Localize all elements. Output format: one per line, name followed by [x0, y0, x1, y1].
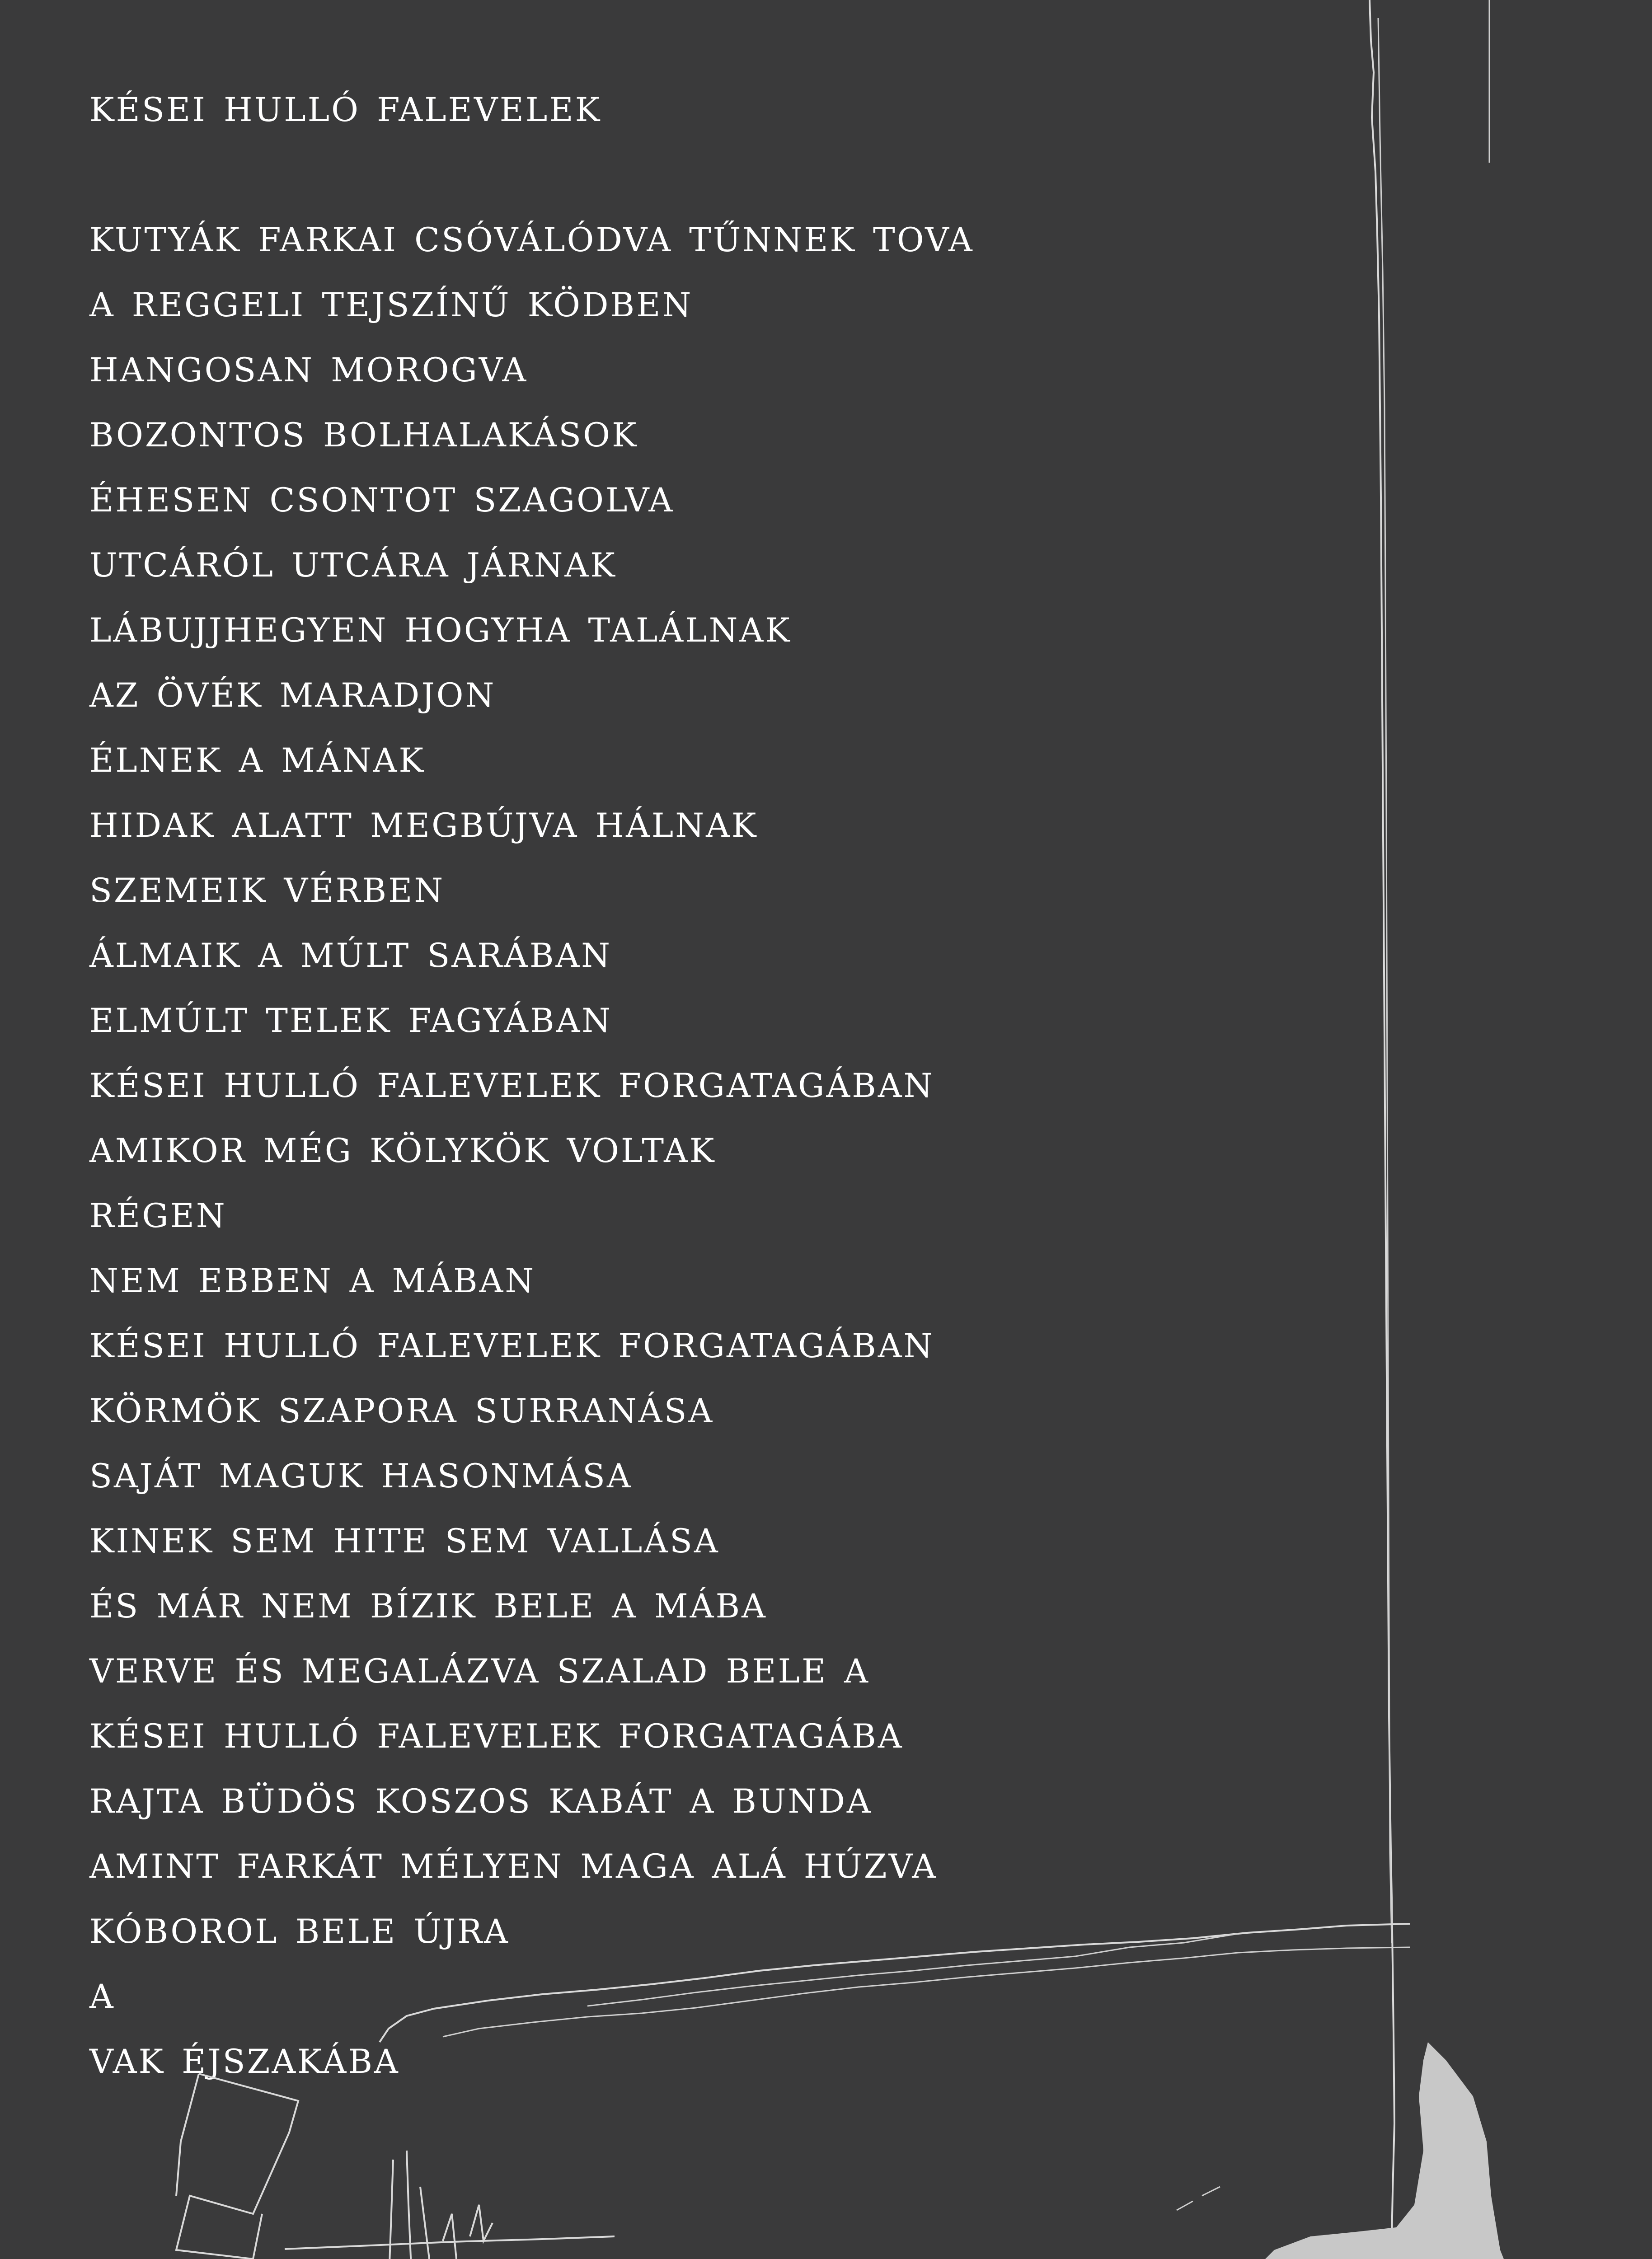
poem-line: és már nem bízik bele a mába	[89, 1574, 767, 1629]
poem-line: az övék maradjon	[89, 663, 496, 718]
signature-scribble	[285, 2151, 615, 2259]
poem-line: elmúlt telek fagyában	[89, 988, 613, 1043]
poem-line: körmök szapora surranása	[89, 1378, 714, 1434]
poem-line: régen	[89, 1183, 227, 1238]
poem-line: kóborol bele újra	[89, 1899, 510, 1954]
poem-line: kései hulló falevelek forgatagában	[89, 1053, 934, 1108]
vertical-wander-line	[1370, 0, 1394, 2241]
poem-line: bozontos bolhalakások	[89, 403, 638, 458]
curved-cell-chain	[163, 2074, 298, 2259]
poem-line: vak éjszakába	[89, 2029, 400, 2084]
poem-line: rajta büdös koszos kabát a bunda	[89, 1769, 873, 1824]
poem-line: álmaik a múlt sarában	[89, 923, 612, 978]
poem-line: kinek sem hite sem vallása	[89, 1509, 720, 1564]
poem-line: amint farkát mélyen maga alá húzva	[89, 1834, 938, 1889]
poem-text	[89, 72, 1309, 2089]
poem-line: a reggeli tejszínű ködben	[89, 272, 693, 328]
poem-line: lábujjhegyen hogyha találnak	[89, 598, 792, 653]
poem-line: hangosan morogva	[89, 337, 528, 393]
poem-title: kései hulló falevelek	[89, 77, 602, 132]
vertical-wander-line-2	[1378, 18, 1392, 1943]
poem-line: saját maguk hasonmása	[89, 1444, 633, 1499]
poem-line: kutyák farkai csóválódva tűnnek tova	[89, 207, 974, 262]
poem-line: éhesen csontot szagolva	[89, 468, 675, 523]
poem-line: kései hulló falevelek forgatagába	[89, 1704, 904, 1759]
poem-line: kései hulló falevelek forgatagában	[89, 1313, 934, 1369]
poem-line: hidak alatt megbújva hálnak	[89, 793, 758, 848]
poem-line: verve és megalázva szalad bele a	[89, 1639, 870, 1694]
poem-line: a	[89, 1964, 115, 2019]
poem-line: szemeik vérben	[89, 858, 445, 913]
poem-line: utcáról utcára járnak	[89, 533, 617, 588]
poem-line: amikor még kölykök voltak	[89, 1118, 716, 1173]
poem-line: nem ebben a mában	[89, 1248, 536, 1303]
poem-line: élnek a mának	[89, 728, 425, 783]
small-scratch-marks	[1177, 2187, 1220, 2210]
